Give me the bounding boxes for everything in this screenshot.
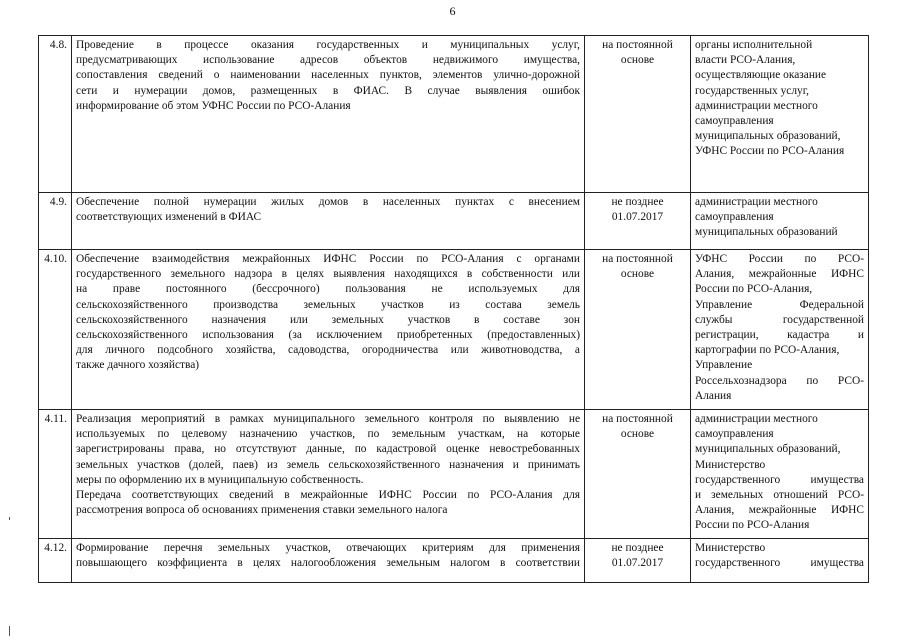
deadline-line: 01.07.2017 [611, 211, 664, 224]
responsible-line: Управление [695, 359, 753, 372]
responsible-line: УФНС России по РСО-Алания [695, 145, 845, 158]
text-line: повышающего коэффициента в целях налогообложения земельным налогом в соответствии [76, 556, 580, 569]
text-line: Обеспечение взаимодействия межрайонных ИФНС России по РСО-Алания с органами [76, 253, 580, 265]
item-number: 4.10. [39, 250, 72, 410]
responsible-line: России по РСО-Алания, [695, 283, 813, 296]
responsible-line: регистрации, кадастра и [695, 329, 864, 342]
deadline-line: 01.07.2017 [611, 556, 664, 569]
responsible-line: органы исполнительной [695, 39, 813, 51]
responsible-line: УФНС России по РСО- [695, 253, 864, 265]
text-line: сельскохозяйственного производства земельных участков из состава земель [76, 298, 580, 311]
text-line: на праве постоянного (бессрочного) пользования не используемых для [76, 283, 580, 296]
deadline [585, 193, 691, 250]
item-number: 4.9. [39, 193, 72, 250]
text-line: сельскохозяйственного использования (за исключением приобретенных (предоставленных) [76, 329, 580, 342]
responsible-line: власти РСО-Алания, [695, 54, 796, 67]
responsible-parties [691, 538, 869, 582]
text-line: используемых по целевому назначению участков, по земельным участкам, на которые [76, 428, 580, 441]
table-row [39, 410, 869, 539]
text-line: сельскохозяйственного назначения или земельных участков в составе зон [76, 313, 580, 326]
responsible-line: картографии по РСО-Алания, [695, 344, 840, 357]
deadline [585, 538, 691, 582]
text-line: Обеспечение полной нумерации жилых домов в населенных пунктах с внесением [76, 196, 580, 208]
text-line: земельных участков (долей, паев) из земель сельскохозяйственного назначения и принимать [76, 458, 580, 471]
responsible-line: государственного имущества [695, 473, 864, 486]
responsible-parties [691, 410, 869, 539]
responsible-line: самоуправления [695, 115, 774, 128]
text-line: государственного земельного надзора в целях выявления находящихся в собственности или [76, 268, 580, 281]
responsible-parties [691, 193, 869, 250]
measure-description [72, 538, 585, 582]
responsible-line: администрации местного [695, 413, 818, 425]
responsible-line: службы государственной [695, 313, 864, 326]
text-line: сопоставления сведений о наименовании населенных пунктов, элементов улично-дорожной [76, 69, 580, 82]
responsible-parties [691, 36, 869, 193]
deadline-line: на постоянной [602, 39, 673, 51]
text-line: Реализация мероприятий в рамках муниципального земельного контроля по выявлению не [76, 413, 580, 425]
responsible-line: Министерство [695, 458, 766, 471]
scan-mark [9, 626, 10, 636]
deadline [585, 36, 691, 193]
responsible-line: Министерство [695, 541, 766, 554]
text-line: для личного подсобного хозяйства, садоводства, огородничества или животноводства, а [76, 344, 580, 357]
responsible-line: самоуправления [695, 428, 774, 441]
deadline-line: основе [620, 428, 655, 441]
responsible-line: самоуправления [695, 211, 774, 224]
responsible-line: государственного имущества [695, 556, 864, 569]
responsible-line: России по РСО-Алания [695, 519, 810, 532]
responsible-line: муниципальных образований, [695, 443, 841, 456]
measure-description [72, 193, 585, 250]
table-row [39, 36, 869, 193]
table-row [39, 250, 869, 410]
deadline-line: не позднее [611, 541, 664, 554]
table-row [39, 538, 869, 582]
text-line: сети и нумерации домов, размещенных в ФИАС. В случае выявления ошибок [76, 84, 580, 97]
responsible-line: Управление Федеральной [695, 298, 864, 311]
measures-table [38, 35, 869, 583]
responsible-line: Россельхознадзора по РСО- [695, 374, 864, 387]
item-number: 4.8. [39, 36, 72, 193]
scan-mark [9, 517, 10, 520]
text-line: Проведение в процессе оказания государственных и муниципальных услуг, [76, 39, 580, 51]
deadline [585, 410, 691, 539]
deadline-line: на постоянной [602, 253, 673, 265]
text-line: также дачного хозяйства) [76, 359, 200, 372]
deadline-line: на постоянной [602, 413, 673, 425]
item-number: 4.12. [39, 538, 72, 582]
deadline-line: основе [620, 268, 655, 281]
deadline [585, 250, 691, 410]
text-line: соответствующих изменений в ФИАС [76, 211, 262, 224]
measure-description [72, 410, 585, 539]
text-line: предусматривающих использование адресов объектов недвижимого имущества, [76, 54, 580, 67]
text-line: информирование об этом УФНС России по РСО-Алания [76, 99, 351, 112]
deadline-line: не позднее [611, 196, 664, 208]
measure-description [72, 36, 585, 193]
measure-description [72, 250, 585, 410]
responsible-line: администрации местного [695, 196, 818, 208]
text-line: зарегистрированы права, но отсутствуют данные, по кадастровой оценке невостребованных [76, 443, 580, 456]
text-line: Передача соответствующих сведений в межрайонные ИФНС России по РСО-Алания для [76, 489, 580, 502]
responsible-line: осуществляющие оказание [695, 69, 827, 82]
text-line: меры по оформлению их в муниципальную собственность. [76, 473, 364, 486]
text-line: Формирование перечня земельных участков, отвечающих критериям для применения [76, 541, 580, 554]
text-line: рассмотрения вопроса об основаниях применения ставки земельного налога [76, 504, 448, 517]
responsible-parties [691, 250, 869, 410]
item-number: 4.11. [39, 410, 72, 539]
responsible-line: Алания, межрайонные ИФНС [695, 268, 864, 281]
responsible-line: Алания [695, 389, 732, 402]
table-row [39, 193, 869, 250]
page-number: 6 [449, 4, 456, 18]
responsible-line: Алания, межрайонные ИФНС [695, 504, 864, 517]
responsible-line: муниципальных образований [695, 226, 838, 239]
responsible-line: государственных услуг, [695, 84, 809, 97]
responsible-line: и земельных отношений РСО- [695, 489, 864, 502]
responsible-line: муниципальных образований, [695, 130, 841, 143]
deadline-line: основе [620, 54, 655, 67]
responsible-line: администрации местного [695, 99, 818, 112]
